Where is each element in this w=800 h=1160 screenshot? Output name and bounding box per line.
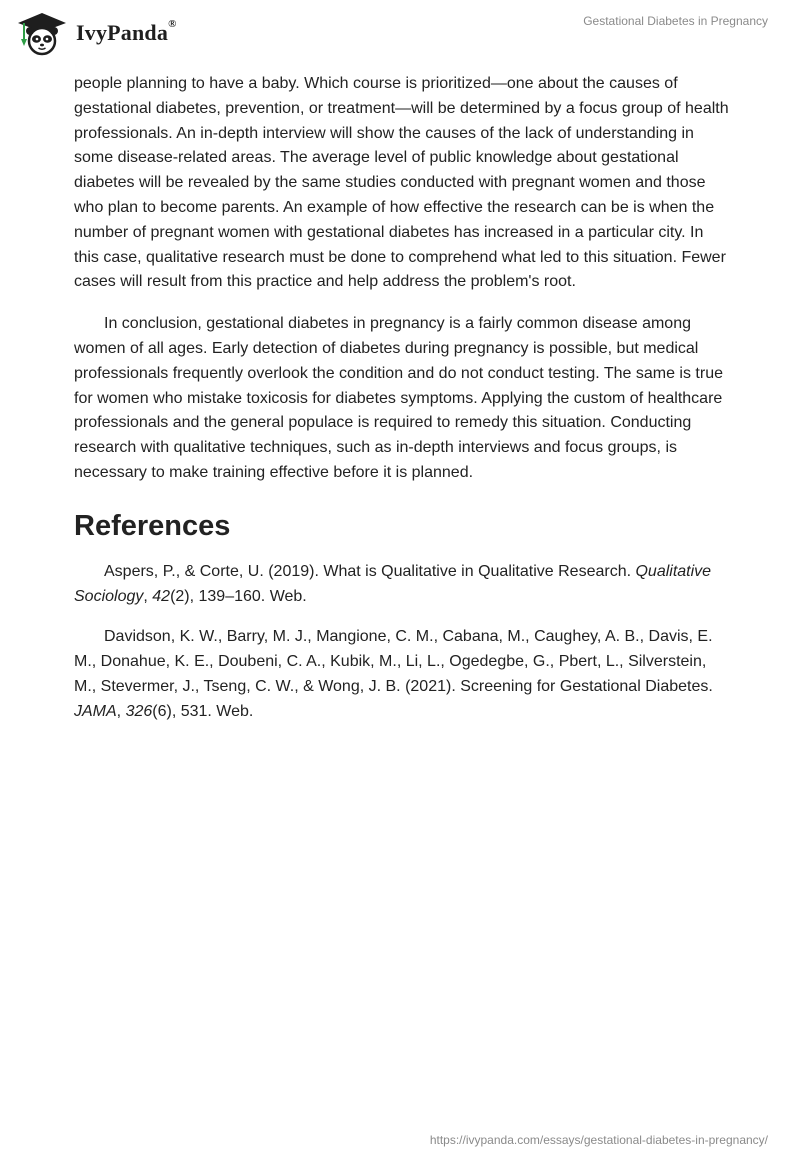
references-heading: References [74, 509, 231, 542]
logo-text: IvyPanda® [76, 18, 177, 45]
source-url-link[interactable]: https://ivypanda.com/essays/gestational-diabetes-in-pregnancy/ [429, 1133, 768, 1147]
reference-journal: JAMA [74, 702, 117, 720]
reference-journal: Qualitative Sociology [74, 562, 712, 605]
reference-item: Davidson, K. W., Barry, M. J., Mangione, C. M., Cabana, M., Caughey, A. B., Davis, E. M., Donahue, K. E., Doubeni, C. A., Kubik, M., Li, L., Ogedegbe, G., Pbert, L., Silverstein, M., Stevermer, J., Tseng, C. W., & Wong, J. B. (2021). Screening for Gestational Diabetes. JAMA, 326(6), 531. Web. [74, 628, 713, 720]
essay-content [74, 72, 730, 741]
reference-volume: 42 [152, 587, 171, 605]
reference-item: Aspers, P., & Corte, U. (2019). What is Qualitative in Qualitative Research. Qualitative Sociology, 42(2), 139–160. Web. [74, 562, 712, 605]
document-title: Gestational Diabetes in Pregnancy [583, 14, 768, 28]
body-paragraph: people planning to have a baby. Which course is prioritized—one about the causes of gestational diabetes, prevention, or treatment—will be determined by a focus group of health professionals. An in-depth interview will show the causes of the lack of understanding in some disease-related areas. The average level of public knowledge about gestational diabetes will be revealed by the same studies conducted with pregnant women and those who plan to become parents. An example of how effective the research can be is when the number of pregnant women with gestational diabetes has increased in a particular city. In this case, qualitative research must be done to comprehend what led to this situation. Fewer cases will result from this practice and help address the problem's root. [74, 75, 729, 291]
conclusion-paragraph: In conclusion, gestational diabetes in pregnancy is a fairly common disease among women of all ages. Early detection of diabetes during pregnancy is possible, but medical professionals frequently overlook the condition and do not conduct testing. The same is true for women who mistake toxicosis for diabetes symptoms. Applying the custom of healthcare professionals and the general populace is required to remedy this situation. Conducting research with qualitative techniques, such as in-depth interviews and focus groups, is necessary to make training effective before it is planned. [74, 315, 723, 481]
reference-volume: 326 [125, 702, 153, 720]
logo[interactable] [14, 10, 177, 56]
panda-graduate-icon [14, 10, 70, 56]
